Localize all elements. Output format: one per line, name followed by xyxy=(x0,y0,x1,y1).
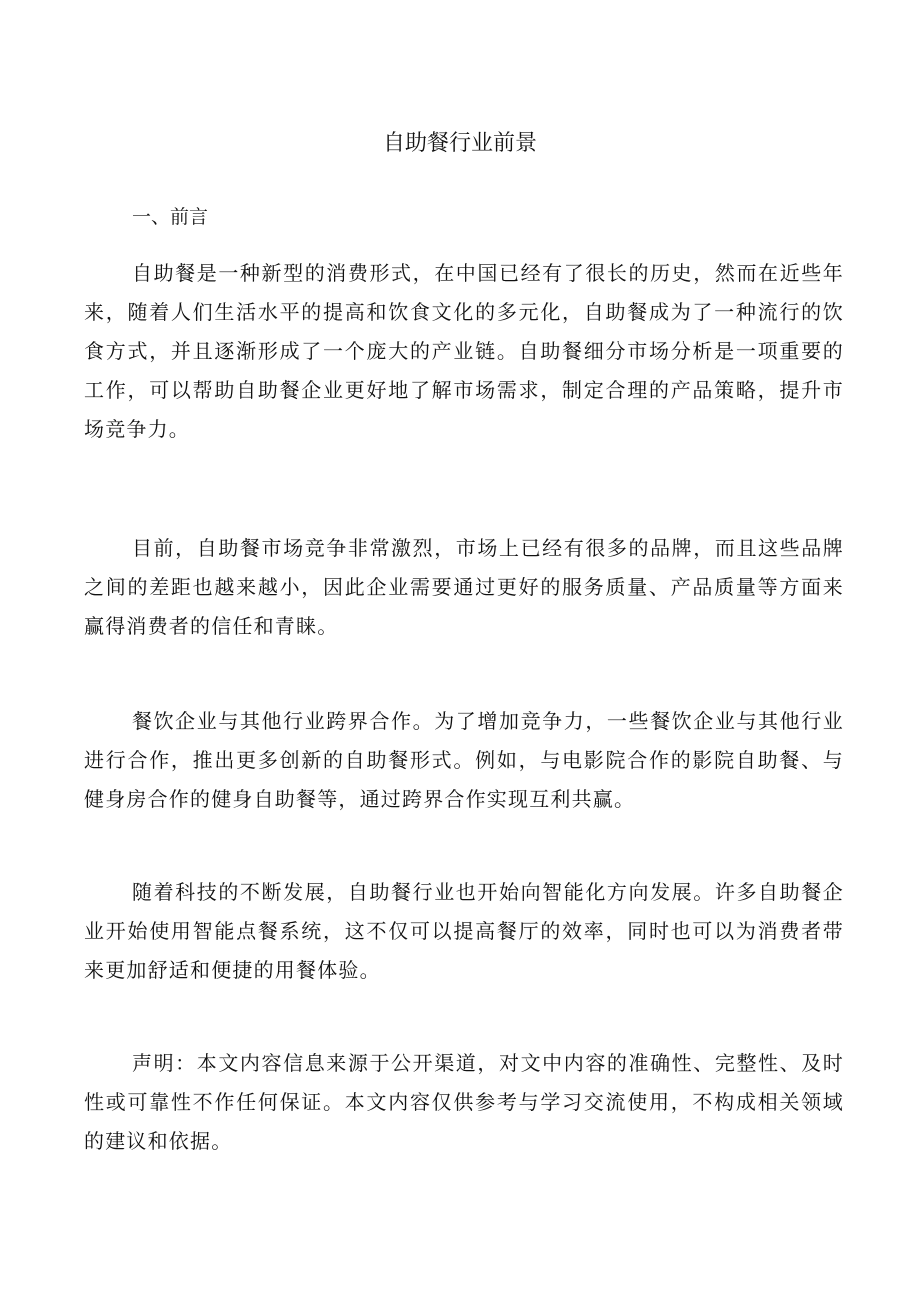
paragraph-competition: 目前，自助餐市场竞争非常激烈，市场上已经有很多的品牌，而且这些品牌之间的差距也越来越小，因此企业需要通过更好的服务质量、产品质量等方面来赢得消费者的信任和青睐。 xyxy=(84,536,844,638)
document-title: 自助餐行业前景 xyxy=(382,131,537,156)
paragraph-disclaimer: 声明：本文内容信息来源于公开渠道，对文中内容的准确性、完整性、及时性或可靠性不作任何保证。本文内容仅供参考与学习交流使用，不构成相关领域的建议和依据。 xyxy=(84,1051,844,1153)
paragraph-cross-industry: 餐饮企业与其他行业跨界合作。为了增加竞争力，一些餐饮企业与其他行业进行合作，推出更多创新的自助餐形式。例如，与电影院合作的影院自助餐、与健身房合作的健身自助餐等，通过跨界合作实现互利共赢。 xyxy=(84,709,844,811)
paragraph-intro: 自助餐是一种新型的消费形式，在中国已经有了很长的历史，然而在近些年来，随着人们生活水平的提高和饮食文化的多元化，自助餐成为了一种流行的饮食方式，并且逐渐形成了一个庞大的产业链。自助餐细分市场分析是一项重要的工作，可以帮助自助餐企业更好地了解市场需求，制定合理的产品策略，提升市场竞争力。 xyxy=(84,261,844,441)
paragraph-technology: 随着科技的不断发展，自助餐行业也开始向智能化方向发展。许多自助餐企业开始使用智能点餐系统，这不仅可以提高餐厅的效率，同时也可以为消费者带来更加舒适和便捷的用餐体验。 xyxy=(84,880,844,982)
section-heading: 一、前言 xyxy=(132,206,209,228)
